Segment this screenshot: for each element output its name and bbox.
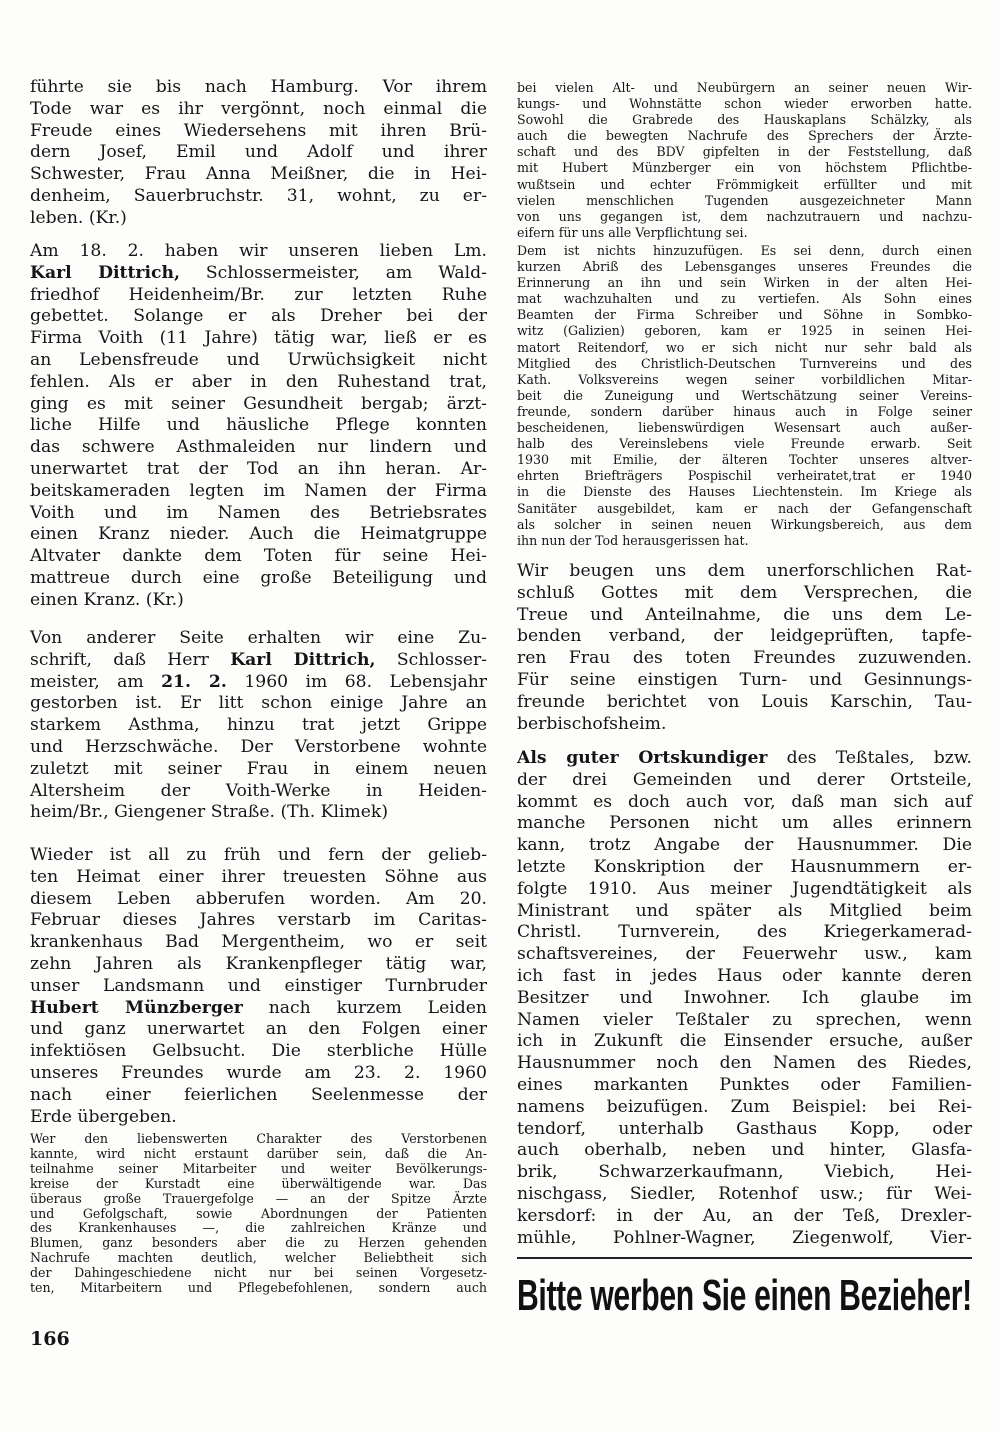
text-line: Christl. Turnverein, des Kriegerkamerad- [517,922,972,943]
text-line: Von anderer Seite erhalten wir eine Zu- [30,628,487,648]
text-line: bei vielen Alt- und Neubürgern an seiner neuen Wir- [517,80,972,95]
text-line: auch oberhalb, neben und hinter, Glasfa- [517,1140,972,1161]
text-line: nischgass, Siedler, Rotenhof usw.; für Wei- [517,1183,972,1204]
text-line: liche Hilfe und häusliche Pflege konnten [30,415,487,436]
text-line: letzte Konskription der Hausnummern er- [517,856,972,877]
text-line: des Krankenhauses —, die zahlreichen Kränze und [30,1220,487,1236]
text-line: friedhof Heidenheim/Br. zur letzten Ruhe [30,284,487,305]
text-line: kann, trotz Angabe der Hausnummer. Die [517,835,972,856]
text-line: Erde übergeben. [30,1106,177,1127]
text-line [30,650,487,672]
text-segment: schrift, daß Herr [30,649,231,670]
bold-name: Als guter Ortskundiger [517,748,768,768]
text-line: Wir beugen uns dem unerforschlichen Rat- [517,561,972,581]
text-line [30,672,487,694]
text-line: benden verband, der leidgeprüften, tapfe- [517,626,972,647]
text-line: Voith und im Namen des Betriebsrates [30,502,487,523]
text-line: der Dahingeschiedene nicht nur bei seinen Vorgesetz- [30,1265,487,1281]
text-line: Mitglied des Christlich-Deutschen Turnvereins und des [517,355,972,371]
text-line: kurzen Abriß des Lebensganges unseres Freundes die [517,259,972,275]
page-number: 166 [30,1328,70,1350]
bold-name: Hubert Münzberger [30,997,243,1018]
paragraph [30,77,487,230]
text-line: Nachrufe machten deutlich, welcher Beliebtheit sich [30,1250,487,1266]
text-line: berbischofsheim. [517,713,667,734]
text-line: namens beizufügen. Zum Beispiel: bei Rei- [517,1096,972,1117]
text-line: Februar dieses Jahres verstarb im Caritas- [30,910,487,931]
text-line: denheim, Sauerbruchstr. 31, wohnt, zu er- [30,185,487,206]
text-line: Hausnummer noch den Namen des Riedes, [517,1053,972,1074]
divider-rule [517,1257,972,1259]
text-line: krankenhaus Bad Mergentheim, wo er seit [30,932,487,953]
text-line: der drei Gemeinden und derer Ortsteile, [517,769,972,790]
text-line: 1930 mit Emilie, der älteren Tochter unseres altver- [517,452,972,468]
text-line: nach einer feierlichen Seelenmesse der [30,1084,487,1105]
text-line: zehn Jahren als Krankenpfleger tätig war, [30,953,487,974]
text-segment: nach kurzem Leiden [242,997,487,1018]
text-segment: meister, am [30,671,162,692]
text-line: mühle, Pohlner-Wagner, Ziegenwolf, Vier- [517,1227,972,1248]
text-line: Sanitäter ausgebildet, kam er nach der Gefangenschaft [517,500,972,516]
text-line: auch die bewegten Nachrufe des Sprechers der Ärzte- [517,128,972,144]
text-line: ich in Zukunft die Einsender ersuche, außer [517,1031,972,1052]
text-line: ihn nun der Tod herausgerissen hat. [517,532,749,548]
text-line: schaft und des BDV gipfelten in der Feststellung, daß [517,144,972,160]
text-line: Dem ist nichts hinzuzufügen. Es sei denn, durch einen [517,243,972,258]
text-line: von uns gegangen ist, dem nachzutrauern und nachzu- [517,208,972,224]
text-line: ging es mit seiner Gesundheit bergab; ärzt- [30,393,487,414]
text-line: kannte, wird nicht erstaunt darüber sein, daß die An- [30,1145,487,1161]
text-line: eifern für uns alle Verpflichtung sei. [517,224,748,240]
text-line: ich fast in jedes Haus oder kannte deren [517,965,972,986]
text-line: als solcher in seinen neuen Wirkungsbereich, aus dem [517,516,972,532]
text-line: brik, Schwarzerkaufmann, Viebich, Hei- [517,1162,972,1183]
text-line: unerwartet trat der Tod an ihn heran. Ar- [30,458,487,479]
paragraph [517,561,972,735]
text-line: Namen vieler Teßtaler zu sprechen, wenn [517,1009,972,1030]
bold-name: Karl Dittrich, [230,649,376,670]
text-segment: Schlossermeister, am Wald- [179,262,487,283]
text-line: eines markanten Punktes oder Familien- [517,1074,972,1095]
text-line: Beamten der Firma Schreiber und Söhne in Sombko- [517,307,972,323]
text-line: Wer den liebenswerten Charakter des Verstorbenen [30,1131,487,1146]
text-line: überaus große Trauergefolge — an der Spitze Ärzte [30,1190,487,1206]
text-line: an Lebensfreude und Urwüchsigkeit nicht [30,349,487,370]
text-line: schaftsvereines, der Feuerwehr usw., kam [517,944,972,965]
text-segment: des Teßtales, bzw. [767,748,972,768]
text-line: schluß Gottes mit dem Versprechen, die [517,582,972,603]
text-line: diesem Leben abberufen worden. Am 20. [30,888,487,909]
text-line: Tode war es ihr vergönnt, noch einmal die [30,98,487,119]
text-line: Kath. Volksvereins wegen seiner vorbildlichen Mitar- [517,371,972,387]
text-line: und Herzschwäche. Der Verstorbene wohnte [30,736,487,757]
text-line: bescheidenen, liebenswürdigen Wesensart auch außer- [517,420,972,436]
paragraph [30,628,487,824]
text-line: Für seine einstigen Turn- und Gesinnungs- [517,669,972,690]
text-line: mit Hubert Münzberger ein von höchstem Pflichtbe- [517,160,972,176]
text-line: gebettet. Solange er als Dreher bei der [30,306,487,327]
text-segment: Schlosser- [375,649,487,670]
text-line: Wieder ist all zu früh und fern der gelieb- [30,845,487,865]
text-line: unseres Freundes wurde am 23. 2. 1960 [30,1062,487,1083]
text-line: mat wachzuhalten und zu vertiefen. Als Sohn eines [517,291,972,307]
text-line: Freude eines Wiedersehens mit ihren Brü- [30,120,487,141]
text-line: kersdorf: in der Au, an der Teß, Drexler- [517,1205,972,1226]
text-line: Schwester, Frau Anna Meißner, die in Hei- [30,164,487,185]
paragraph [517,748,972,1249]
text-line: fehlen. Als er aber in den Ruhestand trat, [30,371,487,392]
text-line: zuletzt mit seiner Frau in einem neuen [30,758,487,779]
bold-name: 21. 2. [161,671,227,692]
text-line: Altvater dankte dem Toten für seine Hei- [30,546,487,567]
text-line: mattreue durch eine große Beteiligung und [30,567,487,588]
paragraph [30,1132,487,1296]
text-line: freunde berichtet von Louis Karschin, Tau- [517,691,972,712]
text-line: ren Frau des toten Freundes zuzuwenden. [517,648,972,669]
text-line: witz (Galizien) geboren, kam er 1925 in seinen Hei- [517,323,972,339]
text-line: einen Kranz. (Kr.) [30,589,184,610]
text-line: und Gefolgschaft, sowie Abordnungen der Patienten [30,1205,487,1221]
text-line [517,748,972,770]
text-line: tendorf, unterhalb Gasthaus Kopp, oder [517,1118,972,1139]
text-line: kreise der Kurstadt eine überwältigende war. Das [30,1175,487,1191]
text-line: leben. (Kr.) [30,207,127,228]
right-column [517,0,972,1432]
text-line: heim/Br., Giengener Straße. (Th. Klimek) [30,802,389,823]
text-line: starkem Asthma, hinzu trat jetzt Grippe [30,715,487,736]
text-line: halb des Vereinslebens viele Freunde erwarb. Seit [517,436,972,452]
text-line: ten Heimat einer ihrer treuesten Söhne aus [30,866,487,887]
text-line: beitskameraden legten im Namen der Firma [30,480,487,501]
text-line: Erinnerung an ihn und sein Wirken in der alten Hei- [517,275,972,291]
text-line: kommt es doch auch vor, daß man sich auf [517,791,972,812]
text-line [30,263,487,285]
text-line: matort Reitendorf, wo er sich nicht nur sehr bald als [517,339,972,355]
text-line: dern Josef, Emil und Adolf und ihrer [30,142,487,163]
text-line: Blumen, ganz besonders aber die zu Herzen gehenden [30,1235,487,1251]
advertisement-headline: Bitte werben Sie einen Bezieher! [517,1271,972,1320]
text-line: und ganz unerwartet an den Folgen einer [30,1019,487,1040]
text-line: wußtsein und echter Frömmigkeit erfüllter und mit [517,176,972,192]
paragraph [30,241,487,612]
text-line: folgte 1910. Aus meiner Jugendtätigkeit als [517,878,972,899]
text-line: gestorben ist. Er litt schon einige Jahre an [30,693,487,714]
text-line: Besitzer und Inwohner. Ich glaube im [517,987,972,1008]
text-line: manche Personen nicht um alles erinnern [517,813,972,834]
paragraph [517,243,972,549]
text-line: Sowohl die Grabrede des Hauskaplans Schälzky, als [517,112,972,128]
paragraph [30,845,487,1128]
text-line: freunde, sondern darüber hinaus auch in Folge seiner [517,403,972,419]
text-line: vielen menschlichen Tugenden ausgezeichneter Mann [517,192,972,208]
text-line: Firma Voith (11 Jahre) tätig war, ließ er es [30,328,487,349]
text-line: infektiösen Gelbsucht. Die sterbliche Hülle [30,1041,487,1062]
left-column [30,0,487,1432]
text-line: Ministrant und später als Mitglied beim [517,900,972,921]
text-line: Am 18. 2. haben wir unseren lieben Lm. [30,241,487,261]
text-line: in die Dienste des Hauses Liechtenstein. Im Kriege als [517,484,972,500]
text-line: einen Kranz nieder. Auch die Heimatgruppe [30,524,487,545]
text-line: Treue und Anteilnahme, die uns dem Le- [517,604,972,625]
paragraph [517,80,972,241]
text-line: führte sie bis nach Hamburg. Vor ihrem [30,77,487,97]
text-line: ten, Mitarbeitern und Pflegebefohlenen, sondern auch [30,1280,487,1296]
text-line: unser Landsmann und einstiger Turnbruder [30,975,487,996]
bold-name: Karl Dittrich, [30,262,180,283]
text-line: Altersheim der Voith-Werke in Heiden- [30,780,487,801]
text-line: beit die Zuneigung und Wertschätzung seiner Vereins- [517,387,972,403]
text-line: teilnahme seiner Mitarbeiter und weiter Bevölkerungs- [30,1160,487,1176]
text-line: kungs- und Wohnstätte schon wieder erworben hatte. [517,96,972,112]
text-line: ehrten Briefträgers Pospischil verheiratet,trat er 1940 [517,468,972,484]
text-line [30,998,487,1020]
text-segment: 1960 im 68. Lebensjahr [226,671,487,692]
text-line: das schwere Asthmaleiden nur lindern und [30,437,487,458]
